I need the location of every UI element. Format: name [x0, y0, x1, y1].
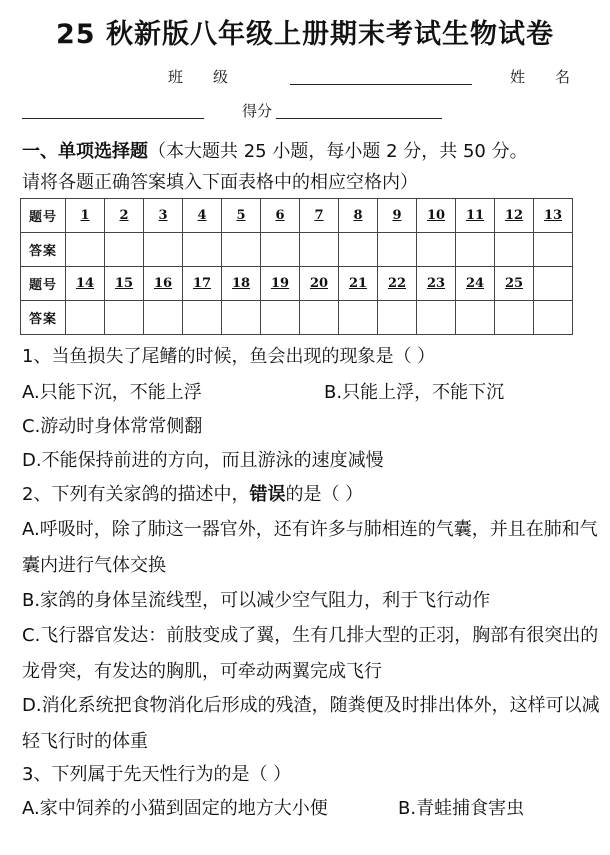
- question-2-option-a: A.呼吸时，除了肺这一器官外，还有许多与肺相连的气囊，并且在肺和气囊内进行气体交换: [22, 519, 598, 576]
- question-number-cell: 14: [66, 267, 105, 301]
- answer-cell[interactable]: [534, 301, 573, 335]
- question-2-option-b: B.家鸽的身体呈流线型，可以减少空气阻力，利于飞行动作: [22, 590, 491, 611]
- answer-cell[interactable]: [378, 233, 417, 267]
- question-number-cell: 12: [495, 199, 534, 233]
- question-3-stem: 3、下列属于先天性行为的是（ ）: [22, 764, 292, 785]
- answer-cell[interactable]: [339, 301, 378, 335]
- answer-cell[interactable]: [222, 233, 261, 267]
- question-number-cell: 15: [105, 267, 144, 301]
- question-2-emphasis: 错误: [249, 484, 286, 505]
- student-info-row-2: [0, 100, 610, 124]
- answer-cell[interactable]: [456, 233, 495, 267]
- section-1-instructions-line-2: 请将各题正确答案填入下面表格中的相应空格内）: [22, 172, 418, 193]
- question-number-cell: 13: [534, 199, 573, 233]
- score-field[interactable]: [276, 100, 442, 119]
- question-number-cell: 23: [417, 267, 456, 301]
- answer-cell[interactable]: [495, 301, 534, 335]
- student-info-row-1: [0, 66, 610, 90]
- question-number-cell: 1: [66, 199, 105, 233]
- answer-cell[interactable]: [495, 233, 534, 267]
- question-number-cell: 17: [183, 267, 222, 301]
- score-label: 得分: [242, 102, 273, 120]
- question-1-option-c: C.游动时身体常常侧翻: [22, 416, 203, 437]
- question-number-cell: 18: [222, 267, 261, 301]
- answer-cell[interactable]: [66, 233, 105, 267]
- answer-cell[interactable]: [456, 301, 495, 335]
- answer-table-number-row-1: [21, 199, 573, 233]
- question-1-option-d: D.不能保持前进的方向，而且游泳的速度减慢: [22, 450, 384, 471]
- answer-cell[interactable]: [300, 233, 339, 267]
- question-number-cell: 20: [300, 267, 339, 301]
- question-1-option-b: B.只能上浮，不能下沉: [324, 382, 505, 403]
- question-number-cell: 3: [144, 199, 183, 233]
- answer-table-answer-row-2: [21, 301, 573, 335]
- question-number-cell: [534, 267, 573, 301]
- answer-cell[interactable]: [534, 233, 573, 267]
- answer-cell[interactable]: [144, 301, 183, 335]
- question-number-cell: 11: [456, 199, 495, 233]
- question-number-cell: 16: [144, 267, 183, 301]
- answer-cell[interactable]: [417, 233, 456, 267]
- question-1-options-ab: [22, 376, 602, 410]
- question-number-cell: 2: [105, 199, 144, 233]
- question-1-stem: 1、当鱼损失了尾鳍的时候，鱼会出现的现象是（ ）: [22, 346, 436, 367]
- question-number-cell: 21: [339, 267, 378, 301]
- question-2-stem: 2、下列有关家鸽的描述中，错误的是（ ）: [22, 484, 364, 505]
- question-number-cell: 8: [339, 199, 378, 233]
- question-number-header: 题号: [21, 199, 66, 233]
- question-number-cell: 25: [495, 267, 534, 301]
- question-2-option-d: D.消化系统把食物消化后形成的残渣，随粪便及时排出体外，这样可以减轻飞行时的体重: [22, 695, 600, 752]
- section-1-instructions: [22, 136, 607, 198]
- answer-cell[interactable]: [183, 233, 222, 267]
- question-1-option-a: A.只能下沉，不能上浮: [22, 382, 202, 403]
- answer-header: 答案: [21, 301, 66, 335]
- question-3-option-a: A.家中饲养的小猫到固定的地方大小便: [22, 798, 328, 819]
- question-number-cell: 6: [261, 199, 300, 233]
- question-3-option-b: B.青蛙捕食害虫: [398, 798, 525, 819]
- question-number-cell: 7: [300, 199, 339, 233]
- section-1-instructions-line-1: （本大题共 25 小题，每小题 2 分，共 50 分。: [148, 141, 528, 162]
- question-number-cell: 4: [183, 199, 222, 233]
- section-1-heading: 一、单项选择题: [22, 141, 148, 162]
- answer-cell[interactable]: [261, 233, 300, 267]
- answer-cell[interactable]: [261, 301, 300, 335]
- question-number-cell: 22: [378, 267, 417, 301]
- answer-cell[interactable]: [66, 301, 105, 335]
- answer-cell[interactable]: [339, 233, 378, 267]
- answer-table-answer-row-1: [21, 233, 573, 267]
- answer-cell[interactable]: [183, 301, 222, 335]
- question-number-cell: 10: [417, 199, 456, 233]
- question-number-header: 题号: [21, 267, 66, 301]
- name-field[interactable]: [22, 100, 204, 119]
- question-3-options-ab: [22, 792, 602, 826]
- answer-cell[interactable]: [105, 233, 144, 267]
- answer-table: [20, 198, 573, 335]
- class-label: 班 级: [168, 68, 229, 86]
- answer-cell[interactable]: [105, 301, 144, 335]
- answer-cell[interactable]: [144, 233, 183, 267]
- answer-table-number-row-2: [21, 267, 573, 301]
- question-number-cell: 24: [456, 267, 495, 301]
- answer-cell[interactable]: [222, 301, 261, 335]
- name-label: 姓 名: [510, 68, 571, 86]
- answer-header: 答案: [21, 233, 66, 267]
- question-2-option-c: C.飞行器官发达：前肢变成了翼，生有几排大型的正羽，胸部有很突出的龙骨突，有发达的胸肌，可牵动两翼完成飞行: [22, 625, 599, 682]
- question-number-cell: 19: [261, 267, 300, 301]
- answer-cell[interactable]: [378, 301, 417, 335]
- class-field[interactable]: [290, 66, 472, 85]
- exam-title: 25 秋新版八年级上册期末考试生物试卷: [56, 19, 554, 50]
- answer-cell[interactable]: [300, 301, 339, 335]
- question-number-cell: 9: [378, 199, 417, 233]
- answer-cell[interactable]: [417, 301, 456, 335]
- question-number-cell: 5: [222, 199, 261, 233]
